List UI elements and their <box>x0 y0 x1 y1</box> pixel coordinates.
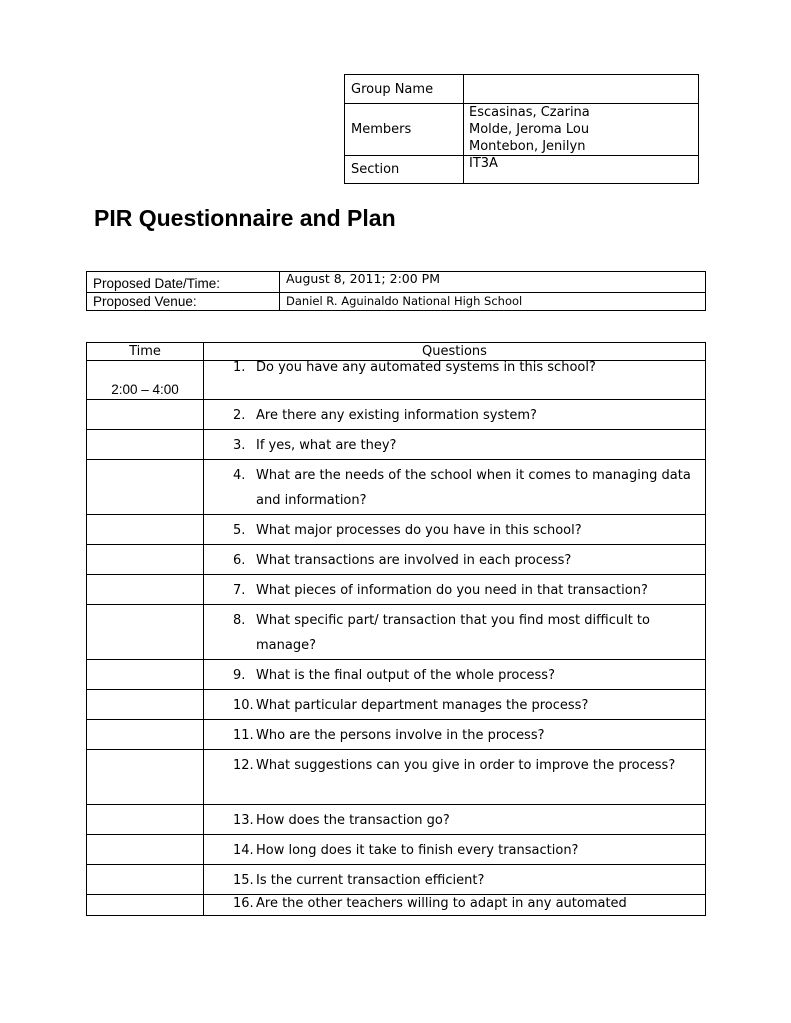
member-name: Molde, Jeroma Lou <box>469 122 590 137</box>
time-slot-empty <box>87 690 204 720</box>
question-text: What is the final output of the whole process? <box>256 668 555 683</box>
question-number: 2. <box>233 408 246 423</box>
question-cell <box>204 690 706 720</box>
question-number: 1. <box>233 360 246 375</box>
questions-table <box>86 342 706 916</box>
question-number: 8. <box>233 613 246 628</box>
question-cell <box>204 545 706 575</box>
time-slot-empty <box>87 895 204 916</box>
question-text: What are the needs of the school when it comes to managing data and information? <box>256 468 691 508</box>
proposed-date-label: Proposed Date/Time: <box>87 272 280 293</box>
question-text: Is the current transaction efficient? <box>256 873 485 888</box>
question-cell <box>204 605 706 660</box>
question-cell <box>204 515 706 545</box>
time-slot-empty <box>87 865 204 895</box>
time-slot-empty <box>87 575 204 605</box>
time-slot-empty <box>87 835 204 865</box>
members-value <box>464 104 699 156</box>
page-title: PIR Questionnaire and Plan <box>94 205 396 231</box>
question-text: Who are the persons involve in the process? <box>256 728 545 743</box>
member-name: Escasinas, Czarina <box>469 105 590 120</box>
question-cell <box>204 361 706 400</box>
question-row <box>87 430 706 460</box>
question-number: 13. <box>233 813 254 828</box>
question-row <box>87 605 706 660</box>
proposed-date-value: August 8, 2011; 2:00 PM <box>280 272 706 293</box>
question-number: 12. <box>233 758 254 773</box>
section-row <box>345 156 699 184</box>
question-cell <box>204 660 706 690</box>
question-row <box>87 575 706 605</box>
question-row <box>87 400 706 430</box>
question-number: 6. <box>233 553 246 568</box>
question-number: 16. <box>233 896 254 911</box>
time-slot-empty <box>87 545 204 575</box>
question-text: Do you have any automated systems in this school? <box>256 360 596 375</box>
group-info-table <box>344 74 699 184</box>
questions-column-header: Questions <box>204 343 706 361</box>
question-row <box>87 750 706 805</box>
member-name: Montebon, Jenilyn <box>469 139 586 154</box>
question-cell <box>204 895 706 916</box>
question-cell <box>204 430 706 460</box>
time-column-header: Time <box>87 343 204 361</box>
question-text: What pieces of information do you need in that transaction? <box>256 583 648 598</box>
question-number: 5. <box>233 523 246 538</box>
question-text: What major processes do you have in this school? <box>256 523 582 538</box>
section-label: Section <box>345 156 464 184</box>
questions-header-row <box>87 343 706 361</box>
question-row <box>87 895 706 916</box>
time-slot-empty <box>87 605 204 660</box>
question-cell <box>204 400 706 430</box>
time-slot-empty <box>87 750 204 805</box>
proposed-venue-value: Daniel R. Aguinaldo National High School <box>280 293 706 311</box>
members-label: Members <box>345 104 464 156</box>
question-row <box>87 515 706 545</box>
question-number: 3. <box>233 438 246 453</box>
question-row <box>87 660 706 690</box>
question-number: 14. <box>233 843 254 858</box>
question-text: What particular department manages the process? <box>256 698 589 713</box>
time-slot-empty <box>87 400 204 430</box>
question-text: How long does it take to finish every transaction? <box>256 843 579 858</box>
group-name-value <box>464 75 699 104</box>
question-text: Are the other teachers willing to adapt in any automated <box>256 896 627 911</box>
question-text: What suggestions can you give in order to improve the process? <box>256 758 676 773</box>
proposed-venue-label: Proposed Venue: <box>87 293 280 311</box>
question-cell <box>204 460 706 515</box>
question-cell <box>204 750 706 805</box>
question-number: 10. <box>233 698 254 713</box>
question-row <box>87 865 706 895</box>
question-cell <box>204 720 706 750</box>
question-number: 4. <box>233 468 246 483</box>
time-slot-empty <box>87 660 204 690</box>
question-row <box>87 545 706 575</box>
proposed-date-row <box>87 272 706 293</box>
question-text: What specific part/ transaction that you find most difficult to manage? <box>256 613 650 653</box>
section-value: IT3A <box>464 156 699 184</box>
question-text: How does the transaction go? <box>256 813 450 828</box>
time-slot-empty <box>87 515 204 545</box>
time-slot-empty <box>87 720 204 750</box>
question-row <box>87 835 706 865</box>
question-number: 7. <box>233 583 246 598</box>
question-row <box>87 460 706 515</box>
question-cell <box>204 865 706 895</box>
time-slot-empty <box>87 805 204 835</box>
question-row <box>87 805 706 835</box>
question-row <box>87 361 706 400</box>
question-cell <box>204 575 706 605</box>
question-number: 15. <box>233 873 254 888</box>
question-row <box>87 690 706 720</box>
question-cell <box>204 805 706 835</box>
group-name-label: Group Name <box>345 75 464 104</box>
time-slot-empty <box>87 460 204 515</box>
time-slot: 2:00 – 4:00 <box>87 361 204 400</box>
members-row <box>345 104 699 156</box>
group-name-row <box>345 75 699 104</box>
question-text: If yes, what are they? <box>256 438 397 453</box>
proposed-venue-row <box>87 293 706 311</box>
time-slot-empty <box>87 430 204 460</box>
question-row <box>87 720 706 750</box>
proposal-table <box>86 271 706 311</box>
question-text: What transactions are involved in each process? <box>256 553 572 568</box>
question-cell <box>204 835 706 865</box>
question-text: Are there any existing information system? <box>256 408 537 423</box>
question-number: 9. <box>233 668 246 683</box>
question-number: 11. <box>233 728 254 743</box>
